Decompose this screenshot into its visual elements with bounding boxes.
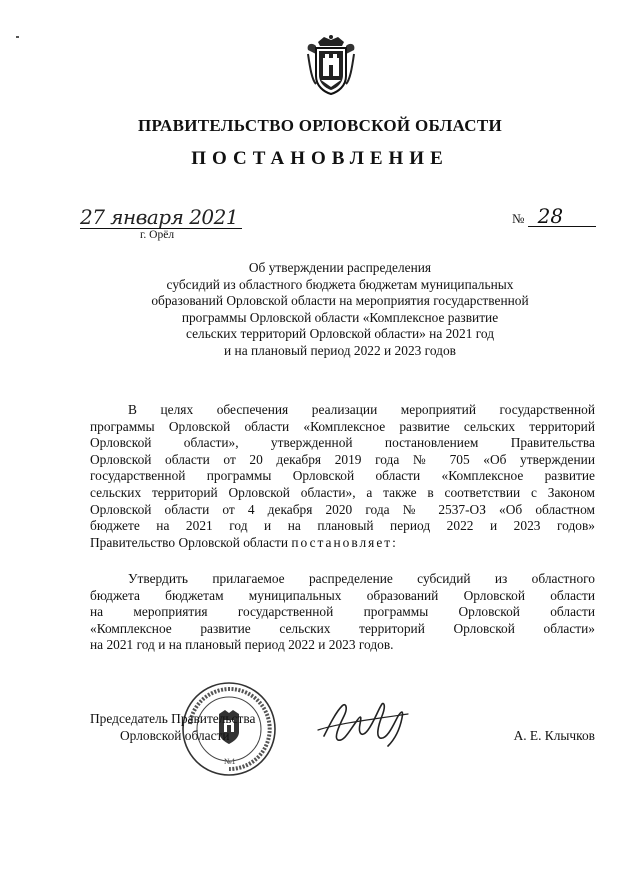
subject-line: субсидий из областного бюджета бюджетам муниципальных (166, 276, 514, 292)
paragraph-line (90, 535, 595, 552)
paragraph-line: В целях обеспечения реализации мероприятий государственной (128, 402, 595, 417)
document-city: г. Орёл (140, 229, 175, 241)
subject-line: программы Орловской области «Комплексное развитие (181, 309, 499, 325)
handwritten-signature (316, 694, 412, 756)
subject-line: и на плановый период 2022 и 2023 годов (224, 342, 456, 358)
resolution-prefix: Правительство Орловской области (90, 534, 289, 550)
paragraph-line: на 2021 год и на плановый период 2022 и 2023 годов. (90, 637, 394, 653)
document-number-block (512, 206, 596, 230)
body-paragraph-2 (90, 571, 595, 654)
paragraph-line: Утвердить прилагаемое распределение субсидий из областного (128, 571, 595, 586)
document-number-handwritten: 28 (528, 206, 596, 227)
position-line: Орловской области (120, 727, 230, 743)
paragraph-line: Орловской области», утвержденной постановлением Правительства (90, 435, 595, 451)
paragraph-line: «Комплексное развитие сельских территорий Орловской области» (90, 620, 595, 636)
position-line: Председатель Правительства (90, 711, 256, 726)
signatory-position (90, 711, 255, 744)
body-paragraph-1 (90, 402, 595, 551)
paragraph-line: государственной программы Орловской области «Комплексное развитие (90, 468, 595, 484)
paragraph-line: на мероприятия государственной программы Орловской области (90, 604, 595, 620)
scan-mark (16, 36, 19, 38)
subject-line: Об утверждении распределения (248, 260, 432, 275)
paragraph-line: сельских территорий Орловской области», а также в соответствии с Законом (90, 484, 595, 500)
paragraph-line: бюджета бюджетам муниципальных образований Орловской области (90, 587, 595, 603)
signatory-name: А. Е. Клычков (513, 728, 595, 743)
paragraph-line: бюджете на 2021 год и на плановый период 2022 и 2023 годов» (90, 518, 595, 534)
paragraph-line: Орловской области от 20 декабря 2019 года № 705 «Об утверждении (90, 451, 595, 467)
organization-title: ПРАВИТЕЛЬСТВО ОРЛОВСКОЙ ОБЛАСТИ (137, 116, 503, 135)
document-date-handwritten: 27 января 2021 (80, 206, 242, 229)
subject-line: сельских территорий Орловской области» на 2021 год (185, 326, 495, 342)
paragraph-line: Орловской области от 4 декабря 2020 года № 2537-ОЗ «Об областном (90, 501, 595, 517)
svg-text:№1: №1 (224, 757, 236, 766)
subject-line: образований Орловской области на мероприятия государственной (151, 293, 529, 309)
paragraph-line: программы Орловской области «Комплексное развитие сельских территорий (90, 418, 595, 434)
coat-of-arms-icon (304, 34, 358, 96)
document-type-title: ПОСТАНОВЛЕНИЕ (191, 148, 449, 169)
document-subject (90, 260, 590, 360)
number-label: № (512, 211, 525, 226)
resolution-verb: постановляет: (291, 534, 398, 550)
